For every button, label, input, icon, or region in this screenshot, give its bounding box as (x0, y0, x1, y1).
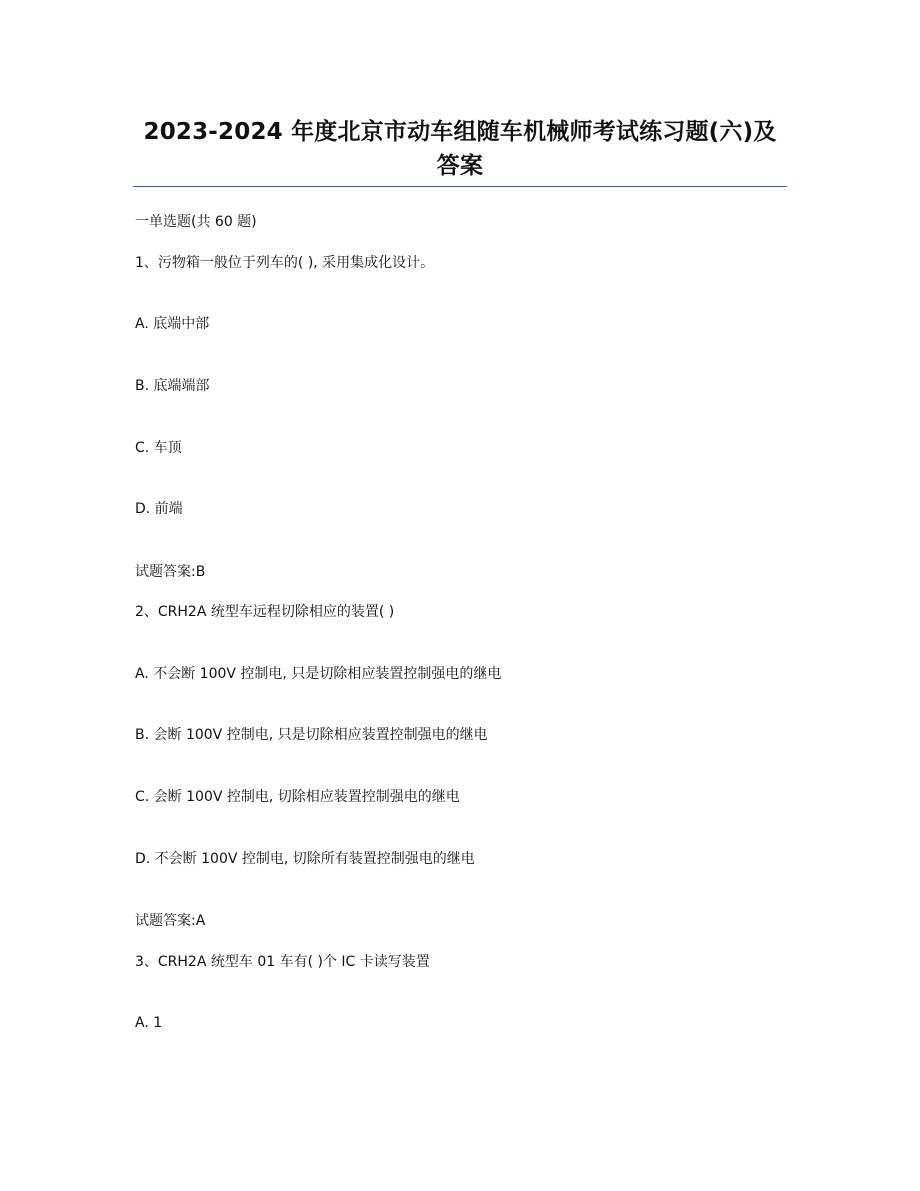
question-1-stem: 1、污物箱一般位于列车的( ), 采用集成化设计。 (135, 255, 435, 271)
question-3-option-a: A. 1 (135, 1015, 163, 1031)
question-1-option-b: B. 底端端部 (135, 378, 210, 394)
question-1-answer: 试题答案:B (135, 564, 206, 580)
title-divider (133, 186, 787, 187)
document-title-line-2: 答案 (436, 153, 484, 179)
question-2-option-a: A. 不会断 100V 控制电, 只是切除相应装置控制强电的继电 (135, 666, 502, 682)
question-2-answer: 试题答案:A (135, 913, 206, 929)
question-2-option-d: D. 不会断 100V 控制电, 切除所有装置控制强电的继电 (135, 851, 475, 867)
document-title-line-1: 2023-2024 年度北京市动车组随车机械师考试练习题(六)及 (143, 119, 777, 145)
section-heading: 一单选题(共 60 题) (135, 214, 257, 230)
question-2-option-b: B. 会断 100V 控制电, 只是切除相应装置控制强电的继电 (135, 727, 488, 743)
question-1-option-c: C. 车顶 (135, 440, 182, 456)
question-2-stem: 2、CRH2A 统型车远程切除相应的装置( ) (135, 604, 395, 620)
question-2-option-c: C. 会断 100V 控制电, 切除相应装置控制强电的继电 (135, 789, 460, 805)
question-3-stem: 3、CRH2A 统型车 01 车有( )个 IC 卡读写装置 (135, 954, 430, 970)
question-1-option-a: A. 底端中部 (135, 316, 210, 332)
question-1-option-d: D. 前端 (135, 501, 183, 517)
